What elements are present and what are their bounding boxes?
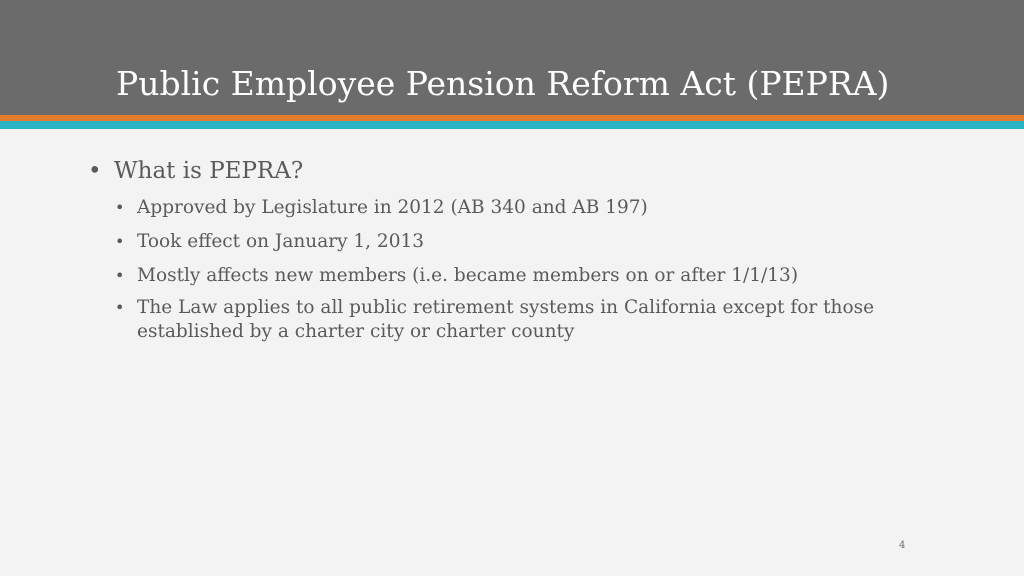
main-bullet xyxy=(88,156,303,186)
sub-bullet-text: Approved by Legislature in 2012 (AB 340 and AB 197) xyxy=(137,197,648,218)
sub-bullet-text: Mostly affects new members (i.e. became members on or after 1/1/13) xyxy=(137,265,799,286)
main-bullet-text: What is PEPRA? xyxy=(114,158,304,184)
bullet-marker: • xyxy=(88,158,102,184)
sub-bullet-3 xyxy=(115,264,915,288)
sub-bullet-2 xyxy=(115,230,915,254)
bullet-marker: • xyxy=(115,198,125,217)
sub-bullet-1 xyxy=(115,196,915,220)
slide-title: Public Employee Pension Reform Act (PEPRA) xyxy=(116,64,890,103)
bullet-marker: • xyxy=(115,266,125,285)
bullet-marker: • xyxy=(115,298,125,317)
sub-bullet-text: The Law applies to all public retirement systems in California except for those established by a charter city or charter county xyxy=(137,297,875,342)
sub-bullet-text: Took effect on January 1, 2013 xyxy=(137,231,425,252)
page-number: 4 xyxy=(899,540,906,551)
sub-bullet-4 xyxy=(115,296,915,344)
bullet-marker: • xyxy=(115,232,125,251)
